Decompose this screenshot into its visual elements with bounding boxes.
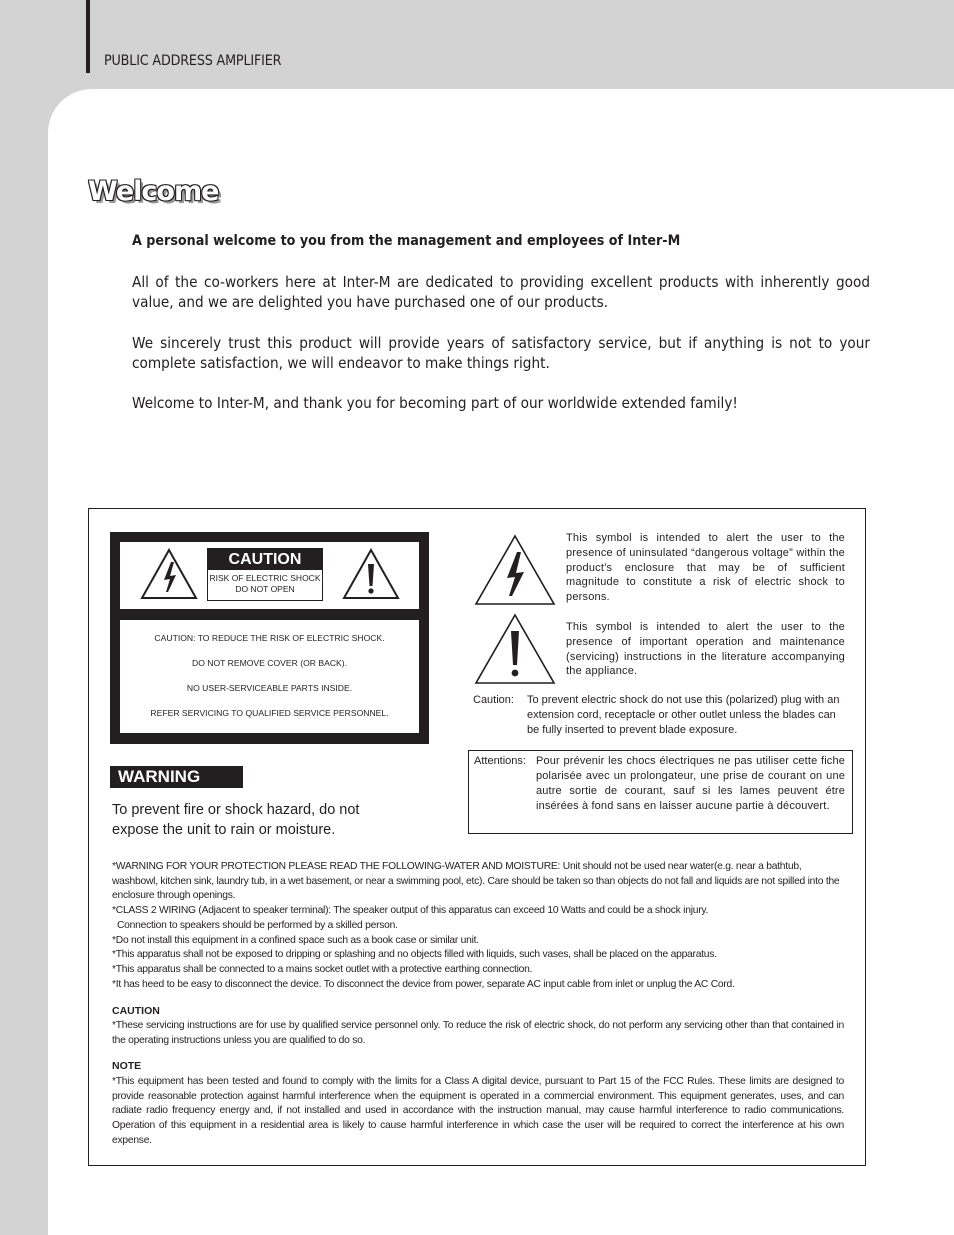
caution-line-4: REFER SERVICING TO QUALIFIED SERVICE PERSONNEL. xyxy=(150,708,389,718)
caution-label-sub-2: DO NOT OPEN xyxy=(235,584,295,594)
voltage-symbol-text: This symbol is intended to alert the user to the presence of uninsulated “dangerous voltage” within the product’s enclosure that may be of sufficient magnitude to constitute a risk of electric shock to persons. xyxy=(566,532,845,604)
caution-line-3: NO USER-SERVICEABLE PARTS INSIDE. xyxy=(186,683,353,693)
warning-text: To prevent fire or shock hazard, do not expose the unit to rain or moisture. xyxy=(112,802,360,838)
caution-label xyxy=(207,548,323,601)
note-dripping: *This apparatus shall not be exposed to dripping or splashing and no objects filled with liquids, such vases, shall be placed on the apparatus. xyxy=(112,949,717,961)
caution-label-sub-1: RISK OF ELECTRIC SHOCK xyxy=(209,573,321,583)
welcome-paragraph-2: We sincerely trust this product will provide years of satisfactory service, but if anything is not to your complete satisfaction, we will endeavor to make things right. xyxy=(132,334,871,372)
caution-line-1: CAUTION: TO REDUCE THE RISK OF ELECTRIC SHOCK. xyxy=(154,633,385,643)
caution-value: To prevent electric shock do not use this (polarized) plug with an extension cord, receptacle or other outlet unless the blades can be fully inserted to prevent blade exposure. xyxy=(527,694,840,736)
fcc-note-text: *This equipment has been tested and found to comply with the limits for a Class A digital device, pursuant to Part 15 of the FCC Rules. These limits are designed to provide reasonable protection against harmful interference when the equipment is operated in a commercial environment. This equipment generates, uses, and can radiate radio frequency energy and, if not installed and used in accordance with the instruction manual, may cause harmful interference to radio communications. Operation of this equipment in a residential area is likely to cause harmful interference in which case the user will be required to correct the interference at his own expense. xyxy=(112,1076,844,1146)
caution-heading: CAUTION xyxy=(112,1005,160,1017)
attention-value: Pour prévenir les chocs électriques ne pas utiliser cette fiche polarisée avec un prolongateur, une prise de courant on une autre sortie de courant, sauf si les lames peuvent étre insérées à fond sans en laisser aucune partie à découvert. xyxy=(536,755,845,812)
welcome-lead: A personal welcome to you from the management and employees of Inter-M xyxy=(132,233,681,249)
page-title: Welcome xyxy=(88,176,219,207)
note-disconnect: *It has heed to be easy to disconnect the device. To disconnect the device from power, separate AC input cable from inlet or unplug the AC Cord. xyxy=(112,978,735,990)
exclamation-warning-icon xyxy=(342,548,400,600)
dangerous-voltage-icon xyxy=(474,534,556,606)
header-title: PUBLIC ADDRESS AMPLIFIER xyxy=(104,53,282,69)
note-class2: *CLASS 2 WIRING (Adjacent to speaker terminal): The speaker output of this apparatus can exceed 10 Watts and could be a shock injury. xyxy=(112,905,709,917)
caution-panel-top xyxy=(120,542,419,609)
note-confined: *Do not install this equipment in a confined space such as a book case or similar unit. xyxy=(112,934,479,946)
caution-panel-text xyxy=(120,620,419,733)
header-rule xyxy=(86,0,90,73)
caution-line-2: DO NOT REMOVE COVER (OR BACK). xyxy=(191,658,348,668)
important-instructions-icon xyxy=(474,613,556,685)
note-earthing: *This apparatus shall be connected to a mains socket outlet with a protective earthing connection. xyxy=(112,963,533,975)
note-water: *WARNING FOR YOUR PROTECTION PLEASE READ THE FOLLOWING-WATER AND MOISTURE: Unit should not be used near water(e.g. near a bathtub, washbowl, kitchen sink, laundry tub, in a wet basement, or near a swimming pool, etc). Care should be taken so than objects do not fall and liquids are not spilled into the enclosure through openings. xyxy=(112,861,840,902)
caution-label-head: CAUTION xyxy=(208,549,322,570)
note-heading: NOTE xyxy=(112,1060,142,1072)
warning-label: WARNING xyxy=(110,766,243,788)
caution-note-text: *These servicing instructions are for use by qualified service personnel only. To reduce the risk of electric shock, do not perform any servicing other than that contained in the operating instructions unless you are qualified to do so. xyxy=(112,1020,844,1046)
attention-key: Attentions: xyxy=(474,755,526,767)
attention-box xyxy=(468,750,853,834)
safety-notes xyxy=(112,860,844,992)
caution-key: Caution: xyxy=(473,694,514,706)
caution-label-panel xyxy=(110,532,429,744)
welcome-paragraph-1: All of the co-workers here at Inter-M are dedicated to providing excellent products with inherently good value, and we are delighted you have purchased one of our products. xyxy=(132,273,871,311)
welcome-paragraph-3: Welcome to Inter-M, and thank you for becoming part of our worldwide extended family! xyxy=(132,394,738,412)
exclamation-symbol-text: This symbol is intended to alert the user to the presence of important operation and maintenance (servicing) instructions in the literature accompanying the appliance. xyxy=(566,621,845,678)
lightning-warning-icon xyxy=(140,548,198,600)
note-class2-b: Connection to speakers should be performed by a skilled person. xyxy=(117,919,398,931)
